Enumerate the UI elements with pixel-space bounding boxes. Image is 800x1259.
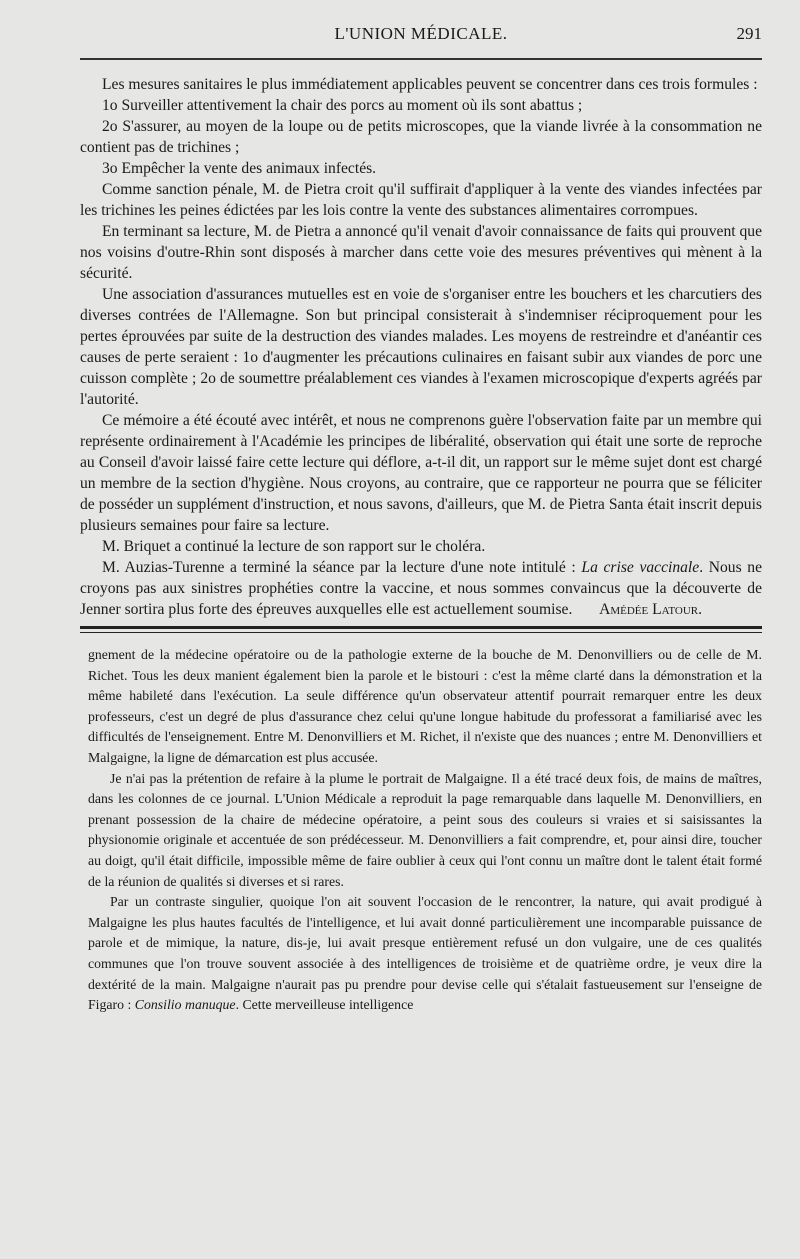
journal-title: L'UNION MÉDICALE. [334, 24, 508, 43]
paragraph: Les mesures sanitaires le plus immédiatement applicables peuvent se concentrer dans ces trois formules : [102, 76, 758, 93]
text-run: Par un contraste singulier, quoique l'on ait souvent l'occasion de le rencontrer, la nature, qui avait prodigué à Malgaigne les plus hautes facultés de l'intelligence, et lui avait donné particulièrement une incomparable puissance de parole et de mimique, la nature, dis-je, lui avait presque entièrement refusé un don vulgaire, une de ces qualités communes que l'on trouve souvent associée à des intelligences de troisième et de quatrième ordre, je veux dire la dextérité de la main. Malgaigne n'aurait pas pu prendre pour devise celle qui s'étalait fastueusement sur l'enseigne de Figaro : [88, 894, 762, 1013]
paragraph: M. Briquet a continué la lecture de son rapport sur le choléra. [102, 538, 486, 555]
paragraph: 1o Surveiller attentivement la chair des porcs au moment où ils sont abattus ; [102, 97, 583, 114]
text-run: . Cette merveilleuse intelligence [235, 997, 414, 1013]
text-run: M. Auzias-Turenne a terminé la séance par la lecture d'une note intitulé : [102, 559, 582, 576]
running-head [80, 18, 762, 52]
upper-section [80, 74, 762, 620]
paragraph: Une association d'assurances mutuelles est en voie de s'organiser entre les bouchers et les charcutiers des diverses contrées de l'Allemagne. Son but principal consisterait à s'indemniser réciproquement pour les pertes éprouvées par suite de la destruction des viandes malades. Les moyens de restreindre et d'anéantir ces causes de perte seraient : 1o d'augmenter les précautions culinaires en faisant subir aux viandes de porc une cuisson complète ; 2o de soumettre préalablement ces viandes à l'examen microscopique d'experts agréés par l'autorité. [80, 286, 762, 408]
paragraph: gnement de la médecine opératoire ou de la pathologie externe de la bouche de M. Denonvilliers ou de celle de M. Richet. Tous les deux manient également bien la parole et le bistouri : c'est la même clarté dans la démonstration et la même habileté dans l'exécution. La seule différence qu'un observateur attentif pourrait remarquer entre les deux professeurs, c'est un degré de plus d'assurance chez celui qu'une longue habitude du professorat a familiarisé avec les difficultés de l'enseignement. Entre M. Denonvilliers et M. Richet, il n'existe que des nuances ; entre M. Denonvilliers et Malgaigne, la ligne de démarcation est plus accusée. [88, 647, 762, 765]
lower-section [80, 645, 762, 1016]
paragraph: Ce mémoire a été écouté avec intérêt, et nous ne comprenons guère l'observation faite par un membre qui représente ordinairement à l'Académie les principes de libéralité, observation qui était une sorte de reproche au Conseil d'avoir laissé faire cette lecture qui déflore, a-t-il dit, un rapport sur le même sujet dont est chargé un membre de la section d'hygiène. Nous croyons, au contraire, que ce rapporteur ne pourra que se féliciter de posséder un supplément d'instruction, et nous savons, d'ailleurs, que M. de Pietra Santa était inscrit depuis plusieurs semaines pour faire sa lecture. [80, 412, 762, 534]
author-signature: Amédée Latour. [599, 601, 702, 618]
paragraph-closing [80, 557, 762, 620]
section-divider [80, 626, 762, 633]
motto: Consilio manuque [134, 997, 236, 1013]
paragraph: Je n'ai pas la prétention de refaire à la plume le portrait de Malgaigne. Il a été tracé deux fois, de mains de maîtres, dans les colonnes de ce journal. L'Union Médicale a reproduit la page remarquable dans laquelle M. Denonvilliers, en prenant possession de la chaire de médecine opératoire, a peint sous des couleurs si vraies et si saisissantes la physionomie originale et accentuée de son prédécesseur. M. Denonvilliers a fait comprendre, et, pour ainsi dire, toucher au doigt, qu'il était difficile, impossible même de faire oublier à ceux qui l'ont connu un maître dont le talent était formé de la réunion de qualités si diverses et si rares. [88, 770, 762, 889]
paragraph: Comme sanction pénale, M. de Pietra croit qu'il suffirait d'appliquer à la vente des viandes infectées par les trichines les peines édictées par les lois contre la vente des substances alimentaires corrompues. [80, 181, 762, 219]
text-run: . Nous ne croyons pas aux sinistres prophéties contre la vaccine, et nous sommes convaincus que la découverte de Jenner sortira plus forte des épreuves auxquelles elle est actuellement soumise. [80, 559, 762, 618]
paragraph-closing [88, 892, 762, 1016]
paragraph: 3o Empêcher la vente des animaux infectés. [102, 160, 377, 177]
note-title: La crise vaccinale [581, 559, 700, 576]
paragraph: En terminant sa lecture, M. de Pietra a annoncé qu'il venait d'avoir connaissance de faits qui prouvent que nos voisins d'outre-Rhin sont disposés à marcher dans cette voie des mesures préventives qui mènent à la sécurité. [80, 223, 762, 282]
page-number: 291 [736, 24, 762, 43]
paragraph: 2o S'assurer, au moyen de la loupe ou de petits microscopes, que la viande livrée à la consommation ne contient pas de trichines ; [80, 118, 762, 156]
header-rule [80, 58, 762, 60]
